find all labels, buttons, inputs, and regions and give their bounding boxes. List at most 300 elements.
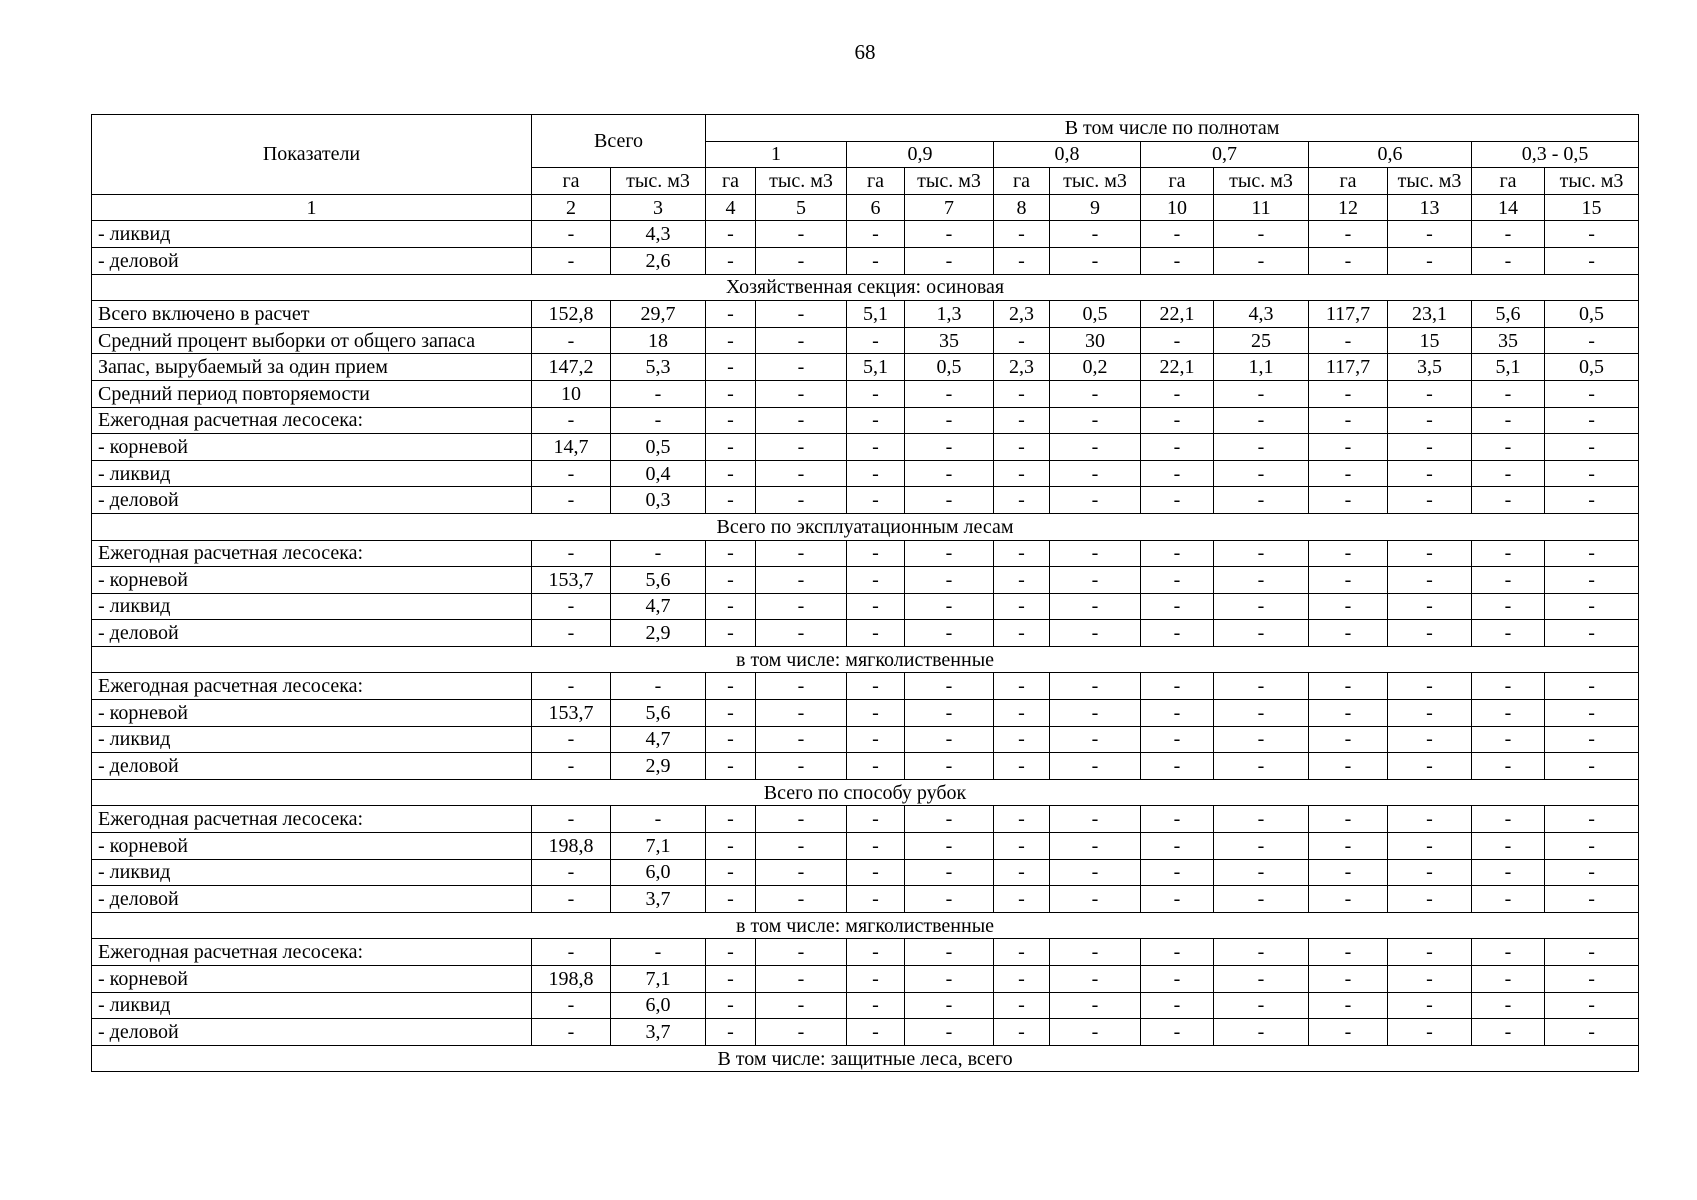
table-cell: - [905,434,994,461]
table-cell: - [1309,487,1388,514]
table-cell: 0,5 [1050,301,1141,328]
table-cell: - [1388,487,1472,514]
table-cell: - [1050,726,1141,753]
table-cell: - [1050,700,1141,727]
table-row [92,460,1639,487]
table-cell: - [847,620,905,647]
table-cell: - [611,407,706,434]
table-cell: - [905,886,994,913]
table-row [92,327,1639,354]
table-cell: - [1545,726,1639,753]
row-label: Ежегодная расчетная лесосека: [92,407,532,434]
table-cell: - [1545,434,1639,461]
table-cell: 5,6 [611,700,706,727]
section-title: В том числе: защитные леса, всего [92,1045,1639,1072]
table-cell: - [706,247,756,274]
table-cell: - [847,540,905,567]
table-cell: 0,3 [611,487,706,514]
table-cell: 2,3 [994,301,1050,328]
row-label: - ликвид [92,859,532,886]
table-row [92,540,1639,567]
table-body [92,221,1639,1072]
table-cell: - [1309,567,1388,594]
table-row [92,673,1639,700]
table-cell: - [994,567,1050,594]
table-cell: - [905,540,994,567]
table-cell: - [1545,567,1639,594]
table-cell: - [994,620,1050,647]
table-cell: - [905,673,994,700]
row-label: Средний процент выборки от общего запаса [92,327,532,354]
table-cell: - [756,354,847,381]
header-density: 0,7 [1141,141,1309,168]
section-row [92,1045,1639,1072]
table-cell: 2,3 [994,354,1050,381]
table-row [92,593,1639,620]
header-unit-ha: га [847,168,905,195]
table-cell: 1,3 [905,301,994,328]
table-cell: 0,5 [905,354,994,381]
table-cell: 4,7 [611,726,706,753]
table-cell: - [847,939,905,966]
table-cell: 198,8 [532,833,611,860]
header-density: 0,8 [994,141,1141,168]
section-row [92,274,1639,301]
table-cell: - [1214,673,1309,700]
table-row [92,966,1639,993]
table-cell: - [1141,1019,1214,1046]
row-label: Запас, вырубаемый за один прием [92,354,532,381]
table-cell: - [847,247,905,274]
table-cell: - [706,1019,756,1046]
table-cell: - [1472,833,1545,860]
table-cell: - [1050,753,1141,780]
column-number: 13 [1388,194,1472,221]
table-cell: - [1214,460,1309,487]
table-cell: - [1545,886,1639,913]
table-cell: - [847,487,905,514]
table-cell: - [1050,939,1141,966]
table-cell: - [756,620,847,647]
table-cell: - [1472,221,1545,248]
table-cell: - [1214,567,1309,594]
table-cell: - [706,939,756,966]
table-cell: 153,7 [532,567,611,594]
table-cell: - [905,247,994,274]
table-cell: - [1309,540,1388,567]
table-cell: - [756,886,847,913]
column-number: 11 [1214,194,1309,221]
row-label: - деловой [92,753,532,780]
table-cell: - [706,833,756,860]
table-cell: - [1472,567,1545,594]
table-cell: - [1309,992,1388,1019]
table-cell: - [1472,859,1545,886]
table-cell: 153,7 [532,700,611,727]
table-cell: - [905,939,994,966]
table-cell: - [1214,487,1309,514]
table-cell: - [1141,247,1214,274]
table-cell: - [994,726,1050,753]
table-cell: - [1309,407,1388,434]
header-total: Всего [532,115,706,168]
table-row [92,753,1639,780]
table-cell: - [994,327,1050,354]
table-cell: - [706,992,756,1019]
table-cell: - [905,992,994,1019]
table-row [92,567,1639,594]
table-cell: - [1388,221,1472,248]
table-cell: - [1545,700,1639,727]
table-cell: - [1309,434,1388,461]
table-cell: - [1141,753,1214,780]
table-cell: - [1214,620,1309,647]
header-row-1 [92,115,1639,142]
table-cell: - [1214,380,1309,407]
table-cell: - [1309,593,1388,620]
table-cell: - [994,700,1050,727]
table-cell: - [994,859,1050,886]
row-label: - ликвид [92,593,532,620]
table-cell: - [1214,886,1309,913]
table-cell: - [1141,992,1214,1019]
section-row [92,912,1639,939]
row-label: Ежегодная расчетная лесосека: [92,939,532,966]
table-cell: - [1472,593,1545,620]
table-cell: 30 [1050,327,1141,354]
row-label: Ежегодная расчетная лесосека: [92,673,532,700]
table-cell: - [1214,407,1309,434]
table-cell: - [1141,380,1214,407]
table-cell: 18 [611,327,706,354]
table-cell: - [1545,380,1639,407]
table-header [92,115,1639,221]
table-cell: - [611,540,706,567]
table-cell: - [1309,726,1388,753]
table-cell: - [706,327,756,354]
table-row [92,833,1639,860]
table-cell: 117,7 [1309,354,1388,381]
table-cell: - [847,726,905,753]
table-cell: - [847,407,905,434]
table-cell: - [847,992,905,1019]
section-title: Хозяйственная секция: осиновая [92,274,1639,301]
table-cell: - [1214,726,1309,753]
table-cell: - [1309,833,1388,860]
table-cell: - [905,700,994,727]
table-cell: - [847,434,905,461]
table-row [92,700,1639,727]
table-cell: - [994,966,1050,993]
table-cell: - [706,886,756,913]
row-label: - корневой [92,833,532,860]
table-cell: - [1309,221,1388,248]
table-cell: - [1050,859,1141,886]
table-row [92,434,1639,461]
table-cell: - [1141,700,1214,727]
table-cell: - [756,753,847,780]
table-cell: - [994,593,1050,620]
table-cell: - [1214,753,1309,780]
section-row [92,779,1639,806]
table-row [92,407,1639,434]
table-cell: - [1214,992,1309,1019]
table-cell: - [1388,567,1472,594]
table-cell: - [1388,700,1472,727]
table-cell: - [1472,1019,1545,1046]
table-cell: - [1545,247,1639,274]
table-cell: - [1472,700,1545,727]
table-cell: - [847,593,905,620]
table-cell: - [706,407,756,434]
table-cell: 4,3 [611,221,706,248]
table-cell: - [847,1019,905,1046]
table-cell: - [1050,1019,1141,1046]
table-cell: - [1545,992,1639,1019]
table-cell: - [1545,966,1639,993]
table-cell: - [1141,221,1214,248]
section-row [92,513,1639,540]
table-cell: - [1472,753,1545,780]
table-cell: - [1472,966,1545,993]
row-label: - деловой [92,1019,532,1046]
header-indicators: Показатели [92,115,532,195]
table-cell: - [756,833,847,860]
table-cell: - [1050,593,1141,620]
table-cell: - [706,620,756,647]
column-number: 10 [1141,194,1214,221]
table-cell: - [532,620,611,647]
table-cell: - [994,673,1050,700]
table-row [92,487,1639,514]
table-cell: - [1388,992,1472,1019]
table-cell: - [1050,673,1141,700]
column-number: 3 [611,194,706,221]
table-cell: - [1214,833,1309,860]
table-cell: - [905,221,994,248]
table-cell: - [1472,380,1545,407]
section-row [92,646,1639,673]
table-cell: - [1388,620,1472,647]
table-cell: - [532,540,611,567]
table-cell: - [994,833,1050,860]
table-cell: - [706,726,756,753]
table-cell: - [1050,434,1141,461]
table-cell: 25 [1214,327,1309,354]
table-cell: - [756,380,847,407]
table-cell: - [1214,700,1309,727]
table-cell: 29,7 [611,301,706,328]
table-cell: - [1050,886,1141,913]
table-cell: - [1472,247,1545,274]
table-cell: - [847,221,905,248]
table-cell: - [706,380,756,407]
table-cell: - [756,859,847,886]
table-cell: 5,6 [1472,301,1545,328]
table-cell: - [1545,753,1639,780]
table-cell: - [756,726,847,753]
table-cell: - [1388,1019,1472,1046]
table-row [92,620,1639,647]
table-cell: 0,5 [1545,301,1639,328]
table-cell: - [1309,886,1388,913]
header-unit-m3: тыс. м3 [1050,168,1141,195]
header-unit-m3: тыс. м3 [1214,168,1309,195]
table-cell: - [1472,886,1545,913]
table-cell: - [532,247,611,274]
header-density: 0,6 [1309,141,1472,168]
table-cell: - [1214,806,1309,833]
table-cell: 5,1 [847,301,905,328]
table-cell: - [532,407,611,434]
table-cell: - [1141,567,1214,594]
header-unit-ha: га [994,168,1050,195]
table-cell: - [1141,540,1214,567]
table-cell: - [847,859,905,886]
table-cell: - [1214,593,1309,620]
table-row [92,354,1639,381]
table-cell: - [1141,806,1214,833]
header-unit-m3: тыс. м3 [1388,168,1472,195]
table-cell: - [756,434,847,461]
table-cell: - [847,460,905,487]
table-cell: - [1472,726,1545,753]
table-cell: - [905,407,994,434]
table-cell: - [905,966,994,993]
table-cell: - [1388,886,1472,913]
table-cell: 2,6 [611,247,706,274]
table-cell: - [994,939,1050,966]
table-cell: - [706,593,756,620]
table-cell: - [1388,753,1472,780]
table-cell: - [905,859,994,886]
table-cell: 2,9 [611,753,706,780]
table-cell: - [532,753,611,780]
table-cell: - [532,221,611,248]
row-label: Ежегодная расчетная лесосека: [92,806,532,833]
table-cell: - [1214,859,1309,886]
section-title: в том числе: мягколиственные [92,646,1639,673]
table-cell: - [994,460,1050,487]
table-cell: - [1545,593,1639,620]
table-cell: - [1309,673,1388,700]
table-cell: - [756,673,847,700]
table-cell: 23,1 [1388,301,1472,328]
table-cell: - [532,859,611,886]
table-cell: - [756,567,847,594]
table-cell: - [905,380,994,407]
table-cell: - [1141,620,1214,647]
table-cell: - [994,407,1050,434]
row-label: - деловой [92,886,532,913]
row-label: - ликвид [92,992,532,1019]
table-cell: 152,8 [532,301,611,328]
table-cell: - [847,966,905,993]
table-cell: - [1141,673,1214,700]
table-cell: - [1309,806,1388,833]
header-density: 0,9 [847,141,994,168]
table-cell: 3,7 [611,1019,706,1046]
table-cell: - [706,567,756,594]
table-cell: - [756,593,847,620]
table-row [92,939,1639,966]
table-cell: - [1141,726,1214,753]
table-cell: - [1545,939,1639,966]
table-cell: - [1545,859,1639,886]
table-cell: - [1545,460,1639,487]
table-row [92,859,1639,886]
table-cell: 1,1 [1214,354,1309,381]
table-cell: - [905,726,994,753]
table-cell: - [905,833,994,860]
table-cell: - [847,833,905,860]
table-cell: - [905,593,994,620]
table-cell: - [1214,247,1309,274]
table-cell: - [1309,859,1388,886]
table-cell: 22,1 [1141,354,1214,381]
table-cell: - [1545,221,1639,248]
table-cell: 0,4 [611,460,706,487]
table-cell: - [706,673,756,700]
table-cell: - [706,434,756,461]
column-number: 5 [756,194,847,221]
table-row [92,301,1639,328]
table-cell: - [1472,806,1545,833]
table-cell: - [1472,992,1545,1019]
table-cell: - [1388,380,1472,407]
table-cell: - [847,327,905,354]
header-row-numbers [92,194,1639,221]
table-row [92,886,1639,913]
table-cell: - [1309,700,1388,727]
header-by-density: В том числе по полнотам [706,115,1639,142]
table-cell: 198,8 [532,966,611,993]
table-cell: - [756,540,847,567]
table-cell: 6,0 [611,992,706,1019]
table-cell: 0,5 [611,434,706,461]
column-number: 9 [1050,194,1141,221]
table-cell: 5,6 [611,567,706,594]
table-cell: - [706,487,756,514]
table-cell: - [1050,247,1141,274]
column-number: 8 [994,194,1050,221]
row-label: - ликвид [92,726,532,753]
table-cell: - [1309,753,1388,780]
table-cell: - [1388,673,1472,700]
table-cell: 4,3 [1214,301,1309,328]
table-cell: - [1388,726,1472,753]
forest-table [91,114,1639,1072]
table-cell: - [1472,620,1545,647]
table-cell: - [1141,886,1214,913]
column-number: 7 [905,194,994,221]
table-cell: 22,1 [1141,301,1214,328]
table-cell: - [1545,806,1639,833]
table-cell: - [756,247,847,274]
table-row [92,221,1639,248]
table-cell: - [1545,327,1639,354]
table-cell: - [1545,407,1639,434]
table-cell: - [1214,221,1309,248]
table-cell: - [1388,859,1472,886]
table-cell: - [1472,540,1545,567]
table-cell: - [1050,806,1141,833]
table-cell: - [1214,1019,1309,1046]
table-cell: - [994,992,1050,1019]
table-cell: - [611,380,706,407]
table-cell: - [756,700,847,727]
table-cell: - [1472,939,1545,966]
